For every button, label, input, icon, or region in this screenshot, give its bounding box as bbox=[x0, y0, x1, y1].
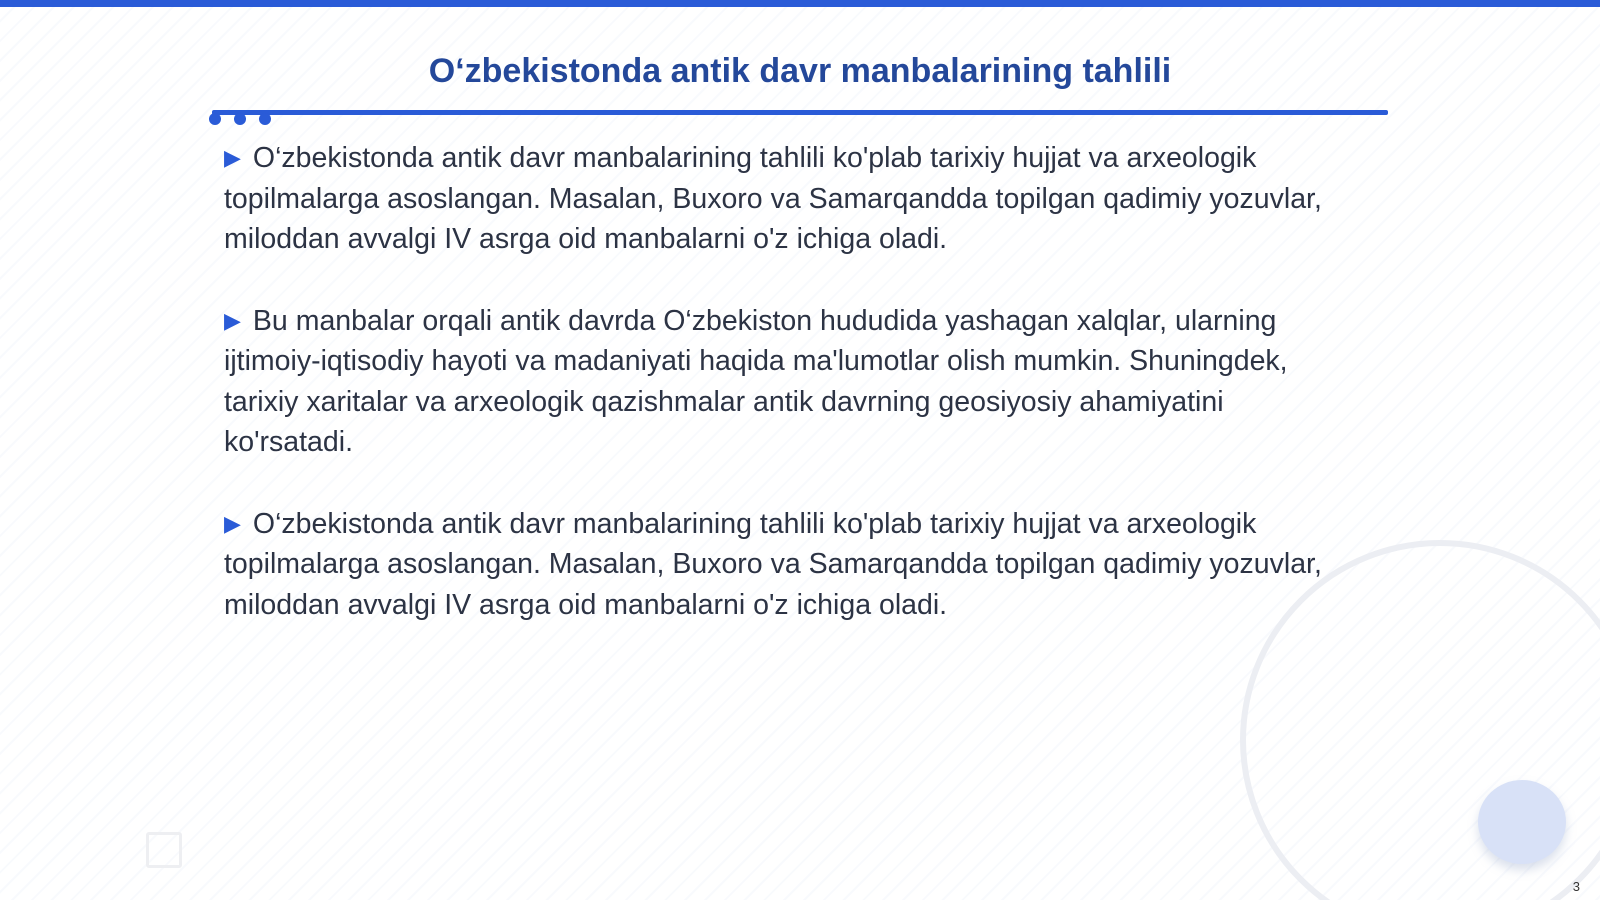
bullet-list bbox=[224, 138, 1354, 666]
page-number: 3 bbox=[1572, 879, 1580, 894]
top-accent-bar bbox=[0, 0, 1600, 7]
slide-title: O‘zbekistonda antik davr manbalarining tahlili bbox=[428, 52, 1172, 90]
decorative-circle bbox=[1478, 780, 1566, 864]
triangle-bullet-icon: ▶ bbox=[224, 307, 241, 333]
bullet-item bbox=[224, 138, 1354, 260]
bullet-item bbox=[224, 301, 1354, 463]
bullet-text: O‘zbekistonda antik davr manbalarining tahlili ko'plab tarixiy hujjat va arxeologik topilmalarga asoslangan. Masalan, Buxoro va Samarqandda topilgan qadimiy yozuvlar, miloddan avvalgi IV asrga oid manbalarni o'z ichiga oladi. bbox=[224, 507, 1322, 621]
triangle-bullet-icon: ▶ bbox=[224, 145, 241, 170]
decorative-dot bbox=[209, 113, 221, 125]
bullet-text: Bu manbalar orqali antik davrda O‘zbekiston hududida yashagan xalqlar, ularning ijtimoiy-iqtisodiy hayoti va madaniyati haqida ma'lumotlar olish mumkin. Shuningdek, tarixiy xaritalar va arxeologik qazishmalar antik davrning geosiyosiy ahamiyatini ko'rsatadi. bbox=[224, 304, 1288, 458]
bullet-text: O‘zbekistonda antik davr manbalarining tahlili ko'plab tarixiy hujjat va arxeologik topilmalarga asoslangan. Masalan, Buxoro va Samarqandda topilgan qadimiy yozuvlar, miloddan avvalgi IV asrga oid manbalarni o'z ichiga oladi. bbox=[224, 142, 1322, 255]
triangle-bullet-icon: ▶ bbox=[224, 510, 241, 536]
title-underline bbox=[212, 110, 1388, 115]
bullet-item bbox=[224, 504, 1354, 626]
decorative-dot bbox=[234, 113, 246, 125]
decorative-square bbox=[146, 832, 182, 868]
decorative-dot bbox=[259, 113, 271, 125]
